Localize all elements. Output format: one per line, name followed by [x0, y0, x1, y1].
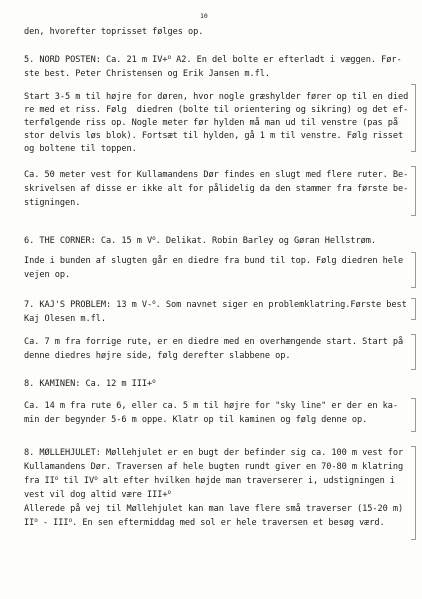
gully-desc-2: skrivelsen af disse er ikke alt for pålidelig da den stammer fra første be- — [24, 184, 409, 194]
mollehjulet-desc-2: $II^o - III^o$. En sen eftermiddag med sol er hele traversen et besøg værd. — [24, 517, 385, 528]
route-7-desc-2: denne diedres højre side, følg derefter slabbene op. — [24, 351, 291, 361]
route-5-heading: 5. NORD POSTEN: Ca. 21 m IV+$^o$ A2. En del bolte er efterladt i væggen. Før- — [24, 54, 402, 65]
margin-bracket — [411, 446, 416, 540]
gully-desc-1: Ca. 50 meter vest for Kullamandens Dør findes en slugt med flere ruter. Be- — [24, 170, 409, 180]
route-5-desc-1: Start 3-5 m til højre for døren, hvor nogle græshylder fører op til en died — [24, 92, 409, 102]
margin-bracket — [411, 166, 416, 216]
page-number: 10 — [200, 12, 208, 20]
mollehjulet-desc-1: Allerede på vej til Møllehjulet kan man lave flere små traverser (15-20 m) — [24, 504, 404, 514]
mollehjulet-heading-1: 8. MØLLEHJULET: Møllehjulet er en bugt der befinder sig ca. 100 m vest for — [24, 448, 404, 458]
route-5-desc-3: terfølgende riss op. Nogle meter før hylden må man ud til venstre (pas på — [24, 118, 399, 128]
margin-bracket — [411, 334, 416, 370]
route-5-desc-5: og boltene til toppen. — [24, 144, 137, 154]
margin-bracket — [411, 252, 416, 288]
route-7-heading: 7. KAJ'S PROBLEM: 13 m V-$^o$. Som navnet siger en problemklatring.Første best — [24, 299, 407, 310]
gully-desc-3: stigningen. — [24, 198, 81, 208]
mollehjulet-heading-2: Kullamandens Dør. Traversen af hele bugten rundt giver en 70-80 m klatring — [24, 462, 404, 472]
route-5-heading-cont: ste best. Peter Christensen og Erik Jansen m.fl. — [24, 69, 270, 79]
intro-line: den, hvorefter toprisset følges op. — [24, 27, 204, 37]
route-8-desc-1: Ca. 14 m fra rute 6, eller ca. 5 m til højre for "sky line" er der en ka- — [24, 401, 399, 411]
margin-bracket — [411, 398, 416, 432]
route-6-heading: 6. THE CORNER: Ca. 15 m $V^o$. Delikat. Robin Barley og Gøran Hellstrøm. — [24, 235, 376, 246]
margin-bracket — [411, 84, 416, 152]
route-7-heading-cont: Kaj Olesen m.fl. — [24, 314, 106, 324]
route-7-desc-1: Ca. 7 m fra forrige rute, er en diedre med en overhængende start. Start på — [24, 337, 404, 347]
route-5-desc-4: stor delvis løs blok). Fortsæt til hylden, gå 1 m til venstre. Følg risset — [24, 131, 404, 141]
route-6-desc-1: Inde i bunden af slugten går en diedre fra bund til top. Følg diedren hele — [24, 256, 404, 266]
route-8-heading: 8. KAMINEN: Ca. 12 m III+$^o$ — [24, 378, 156, 389]
mollehjulet-heading-4: vest vil dog altid være III+$^o$ — [24, 489, 172, 500]
mollehjulet-heading-3: fra $II^o$ til $IV^o$ alt efter hvilken højde man traverserer i, udstigningen i — [24, 475, 395, 486]
margin-bracket — [411, 298, 416, 320]
route-6-desc-2: vejen op. — [24, 270, 71, 280]
route-8-desc-2: min der begynder 5-6 m oppe. Klatr op til kaminen og følg denne op. — [24, 415, 368, 425]
route-5-desc-2: re med et riss. Følg diedren (bolte til orientering og sikring) og det ef- — [24, 105, 409, 115]
